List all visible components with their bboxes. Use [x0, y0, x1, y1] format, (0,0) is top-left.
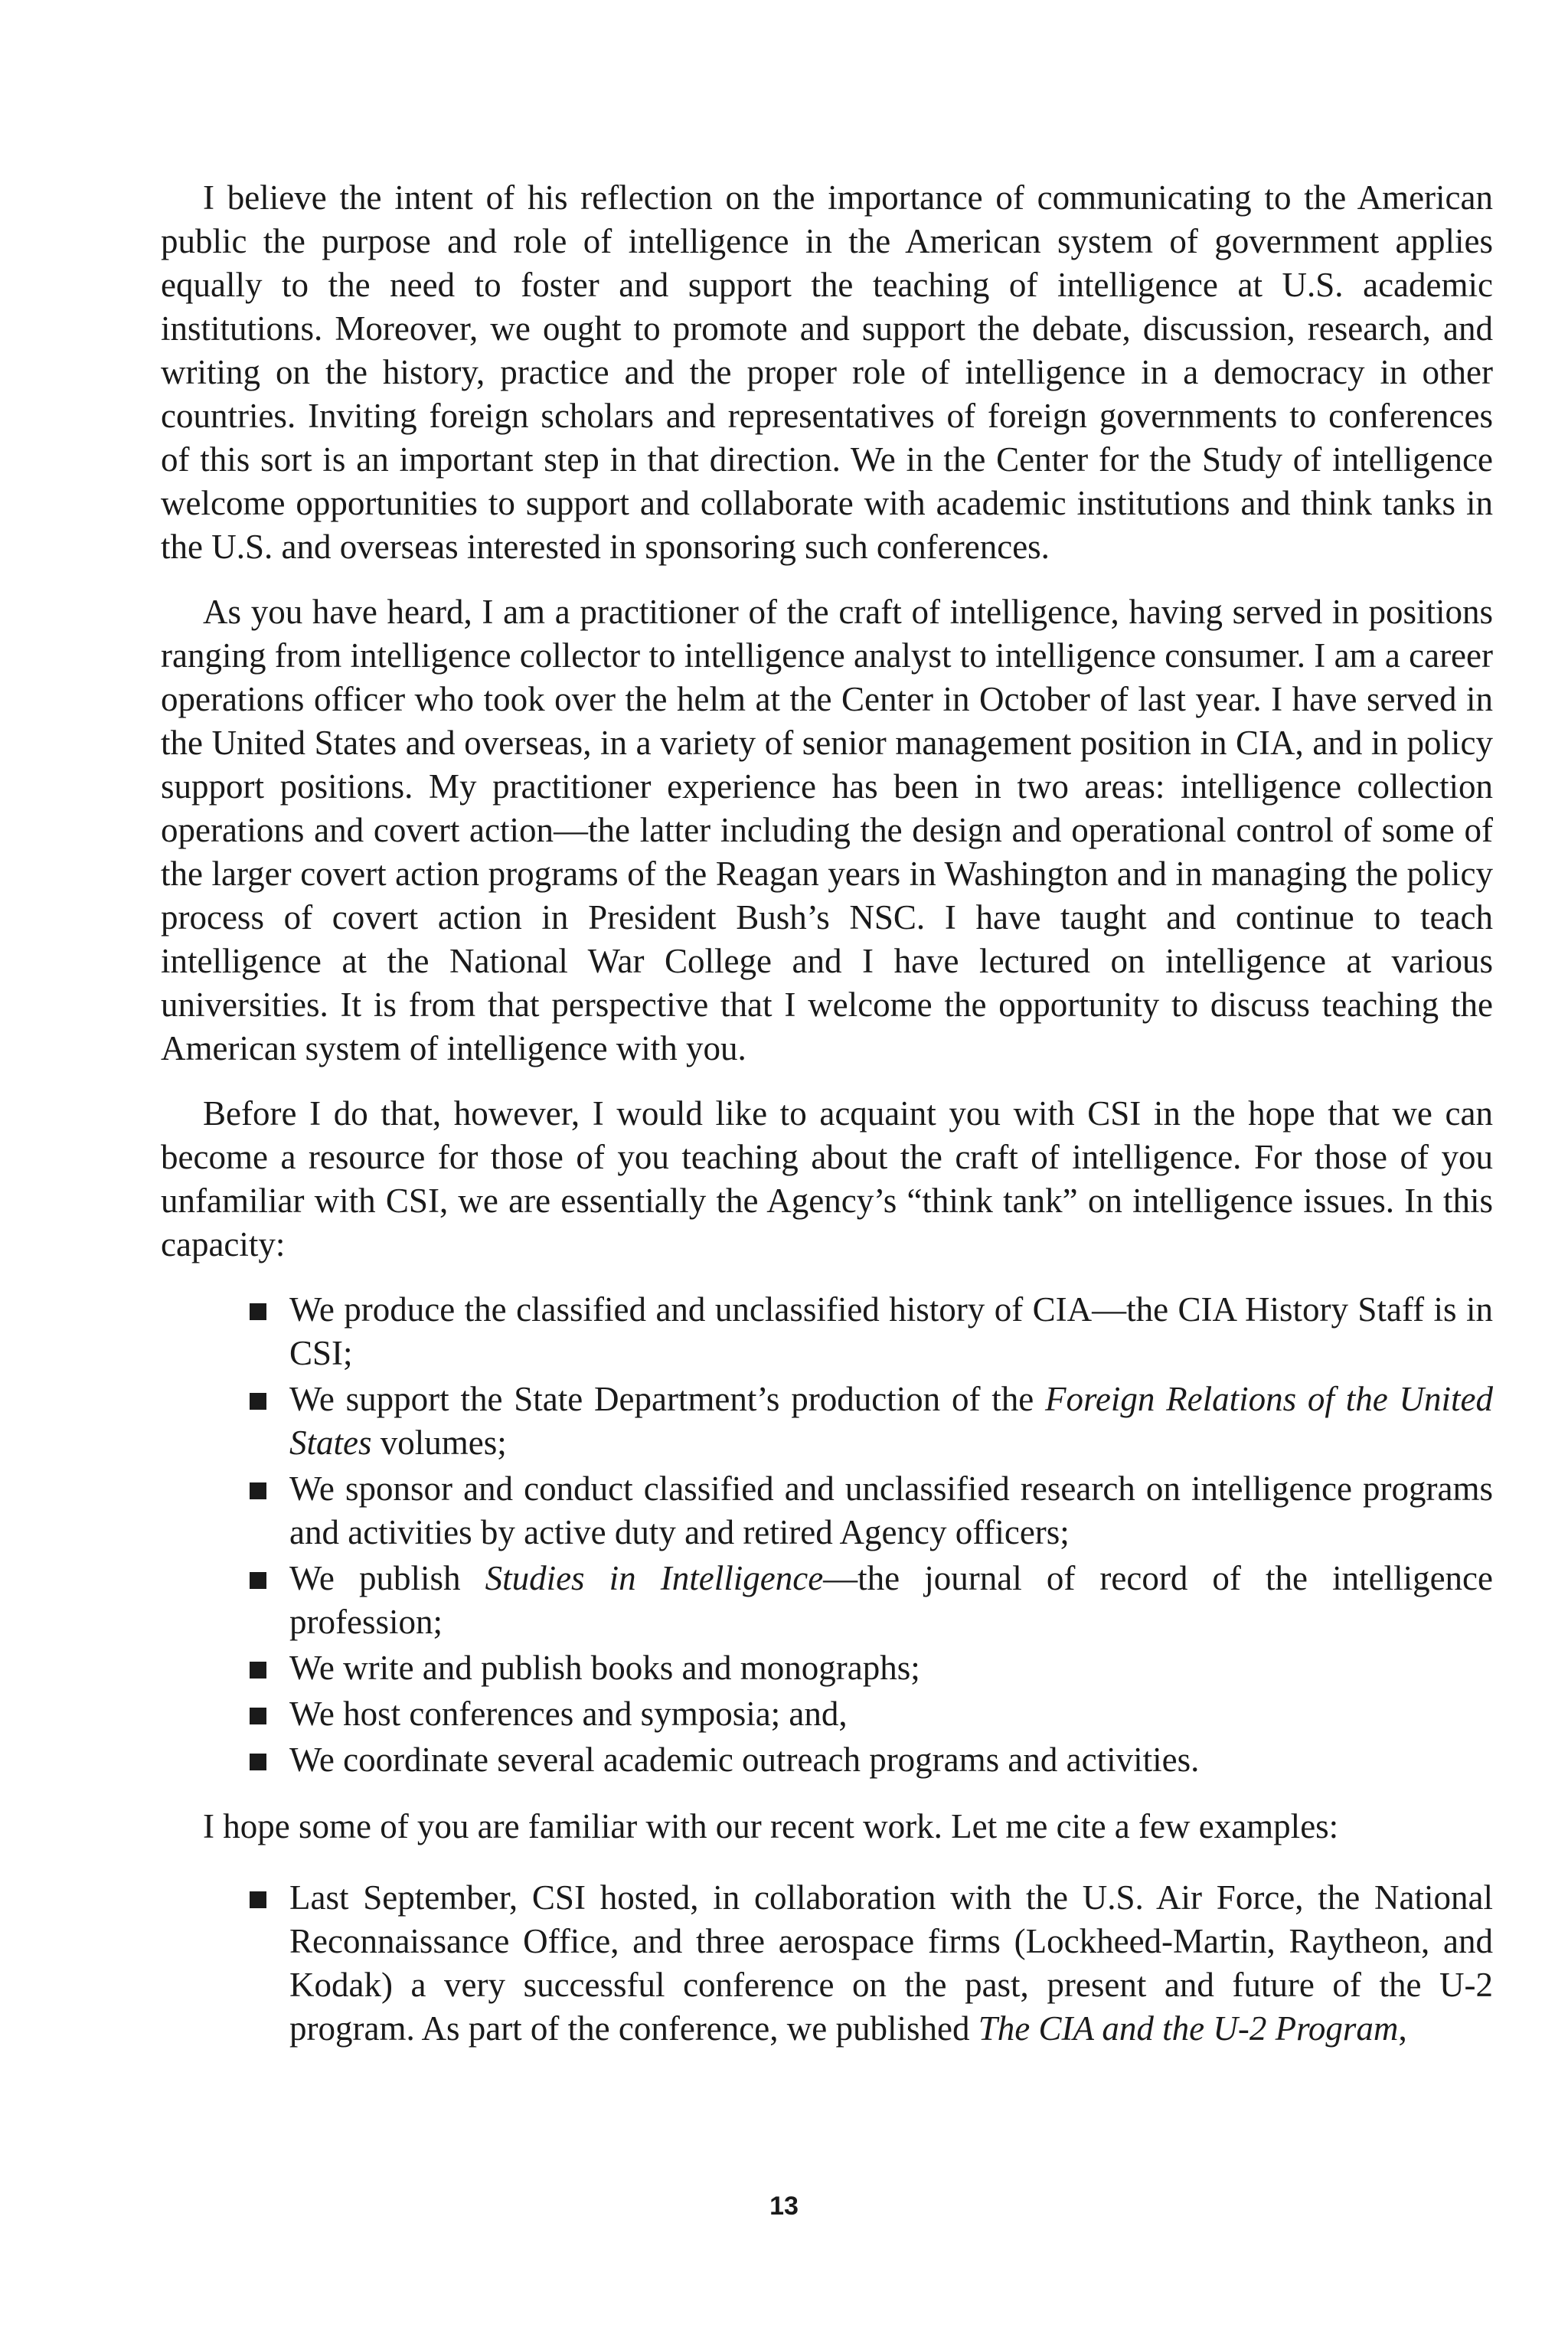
paragraph-intent: I believe the intent of his reflection on the importance of communicating to the American public the purpose and role of intelligence in the American system of government applies equally to the need to foster and support the teaching of intelligence at U.S. academic institutions. Moreover, we ought to promote and support the debate, discussion, research, and writing on the history, practice and the proper role of intelligence in a democracy in other countries. Inviting foreign scholars and representatives of foreign governments to conferences of this sort is an important step in that direction. We in the Center for the Study of intelligence welcome opportunities to support and collaborate with academic institutions and think tanks in the U.S. and overseas interested in sponsoring such conferences.: [161, 178, 1493, 566]
square-bullet-icon: [250, 1708, 266, 1724]
list-item: Last September, CSI hosted, in collaboration with the U.S. Air Force, the National Reconnaissance Office, and three aerospace firms (Lockheed-Martin, Raytheon, and Kodak) a very successful conference on the past, present and future of the U-2 program. As part of the conference, we published The CIA and the U-2 Program,: [289, 1876, 1493, 2051]
square-bullet-icon: [250, 1754, 266, 1770]
square-bullet-icon: [250, 1303, 266, 1320]
page-body: [161, 176, 1493, 2074]
paragraph-practitioner: As you have heard, I am a practitioner of the craft of intelligence, having served in positions ranging from intelligence collector to intelligence analyst to intelligence consumer. I am a career operations officer who took over the helm at the Center in October of last year. I have served in the United States and overseas, in a variety of senior management position in CIA, and in policy support positions. My practitioner experience has been in two areas: intelligence collection operations and covert action—the latter including the design and operational control of some of the larger covert action programs of the Reagan years in Washington and in managing the policy process of covert action in President Bush’s NSC. I have taught and continue to teach intelligence at the National War College and I have lectured on intelligence at various universities. It is from that perspective that I welcome the opportunity to discuss teaching the American system of intelligence with you.: [161, 593, 1493, 1067]
paragraph-examples-intro: I hope some of you are familiar with our recent work. Let me cite a few examples:: [203, 1807, 1339, 1845]
list-item: We support the State Department’s production of the Foreign Relations of the United States volumes;: [289, 1378, 1493, 1465]
list-item: We write and publish books and monographs;: [289, 1646, 1493, 1690]
list-item: We coordinate several academic outreach programs and activities.: [289, 1738, 1493, 1782]
paragraph-csi-intro: Before I do that, however, I would like to acquaint you with CSI in the hope that we can become a resource for those of you teaching about the craft of intelligence. For those of you unfamiliar with CSI, we are essentially the Agency’s “think tank” on intelligence issues. In this capacity:: [161, 1094, 1493, 1263]
square-bullet-icon: [250, 1662, 266, 1679]
square-bullet-icon: [250, 1891, 266, 1908]
publication-title: The CIA and the U-2 Program: [978, 2009, 1399, 2048]
publication-title: Studies in Intelligence: [485, 1559, 824, 1597]
list-item: We host conferences and symposia; and,: [289, 1692, 1493, 1736]
square-bullet-icon: [250, 1572, 266, 1589]
list-item: We sponsor and conduct classified and unclassified research on intelligence programs and activities by active duty and retired Agency officers;: [289, 1467, 1493, 1554]
square-bullet-icon: [250, 1393, 266, 1410]
examples-list: [161, 1876, 1493, 2051]
square-bullet-icon: [250, 1482, 266, 1499]
csi-activities-list: [161, 1288, 1493, 1782]
list-item: We publish Studies in Intelligence—the journal of record of the intelligence profession;: [289, 1557, 1493, 1644]
publication-title: Foreign Relations of the United States: [289, 1380, 1493, 1462]
page-number: 13: [769, 2192, 799, 2221]
list-item: We produce the classified and unclassified history of CIA—the CIA History Staff is in CSI;: [289, 1288, 1493, 1375]
